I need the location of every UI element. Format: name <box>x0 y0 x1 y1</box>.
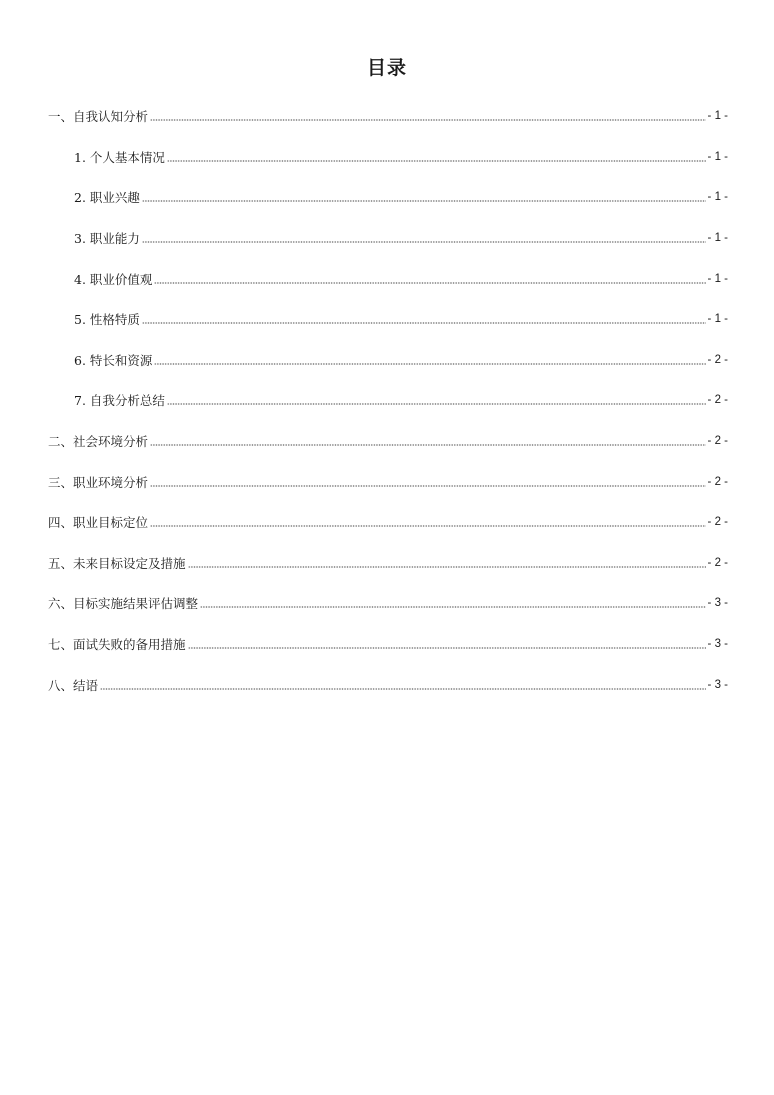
toc-entry-label: 四、职业目标定位 <box>48 515 149 531</box>
toc-entry-page: - 2 - <box>707 556 728 569</box>
toc-entry-page: - 1 - <box>707 150 728 163</box>
toc-entry[interactable] <box>48 502 728 543</box>
toc-title: 目录 <box>366 57 407 79</box>
toc-entry[interactable] <box>48 624 728 665</box>
toc-entry-page: - 2 - <box>707 394 728 407</box>
toc-leader-dots <box>154 282 705 284</box>
toc-entry-page: - 1 - <box>707 110 728 123</box>
toc-entry-page: - 1 - <box>707 272 728 285</box>
toc-entry-label: 5. 性格特质 <box>74 312 140 328</box>
toc-entry-label: 7. 自我分析总结 <box>74 393 165 409</box>
toc-entry-label: 3. 职业能力 <box>74 231 140 247</box>
toc-entry[interactable] <box>48 299 728 340</box>
toc-leader-dots <box>188 566 706 568</box>
toc-leader-dots <box>167 403 706 405</box>
toc-entry-page: - 1 - <box>707 191 728 204</box>
toc-leader-dots <box>188 647 706 649</box>
toc-leader-dots <box>142 241 706 243</box>
toc-leader-dots <box>100 688 706 690</box>
toc-entry-page: - 2 - <box>707 435 728 448</box>
toc-entry-page: - 3 - <box>707 638 728 651</box>
toc-leader-dots <box>150 444 706 446</box>
toc-entry[interactable] <box>48 380 728 421</box>
toc-leader-dots <box>150 485 706 487</box>
toc-entry[interactable] <box>48 583 728 624</box>
toc-entry[interactable] <box>48 218 728 259</box>
toc-entry[interactable] <box>48 543 728 584</box>
toc-leader-dots <box>200 606 706 608</box>
toc-entry-label: 6. 特长和资源 <box>74 352 153 368</box>
toc-entry[interactable] <box>48 664 728 705</box>
toc-entry[interactable] <box>48 421 728 462</box>
toc-leader-dots <box>142 200 706 202</box>
toc-entry[interactable] <box>48 137 728 178</box>
toc-entry[interactable] <box>48 461 728 502</box>
toc-list <box>48 96 728 705</box>
toc-entry-label: 4. 职业价值观 <box>74 271 153 287</box>
toc-entry-page: - 2 - <box>707 516 728 529</box>
toc-entry-label: 一、自我认知分析 <box>48 109 149 125</box>
toc-entry[interactable] <box>48 340 728 381</box>
toc-leader-dots <box>150 119 706 121</box>
toc-entry-page: - 2 - <box>707 353 728 366</box>
toc-leader-dots <box>167 160 706 162</box>
toc-leader-dots <box>154 363 705 365</box>
toc-leader-dots <box>150 525 706 527</box>
toc-entry-label: 2. 职业兴趣 <box>74 190 140 206</box>
toc-entry-label: 七、面试失败的备用措施 <box>48 637 186 653</box>
toc-entry-page: - 3 - <box>707 597 728 610</box>
toc-entry-page: - 2 - <box>707 475 728 488</box>
toc-entry-label: 八、结语 <box>48 677 99 693</box>
toc-entry-label: 五、未来目标设定及措施 <box>48 555 186 571</box>
toc-entry-label: 二、社会环境分析 <box>48 434 149 450</box>
toc-entry[interactable] <box>48 96 728 137</box>
toc-entry-label: 1. 个人基本情况 <box>74 149 165 165</box>
toc-entry-label: 六、目标实施结果评估调整 <box>48 596 199 612</box>
toc-entry[interactable] <box>48 258 728 299</box>
toc-entry-page: - 3 - <box>707 678 728 691</box>
toc-entry[interactable] <box>48 177 728 218</box>
toc-entry-page: - 1 - <box>707 313 728 326</box>
toc-leader-dots <box>142 322 706 324</box>
toc-entry-label: 三、职业环境分析 <box>48 474 149 490</box>
toc-entry-page: - 1 - <box>707 232 728 245</box>
